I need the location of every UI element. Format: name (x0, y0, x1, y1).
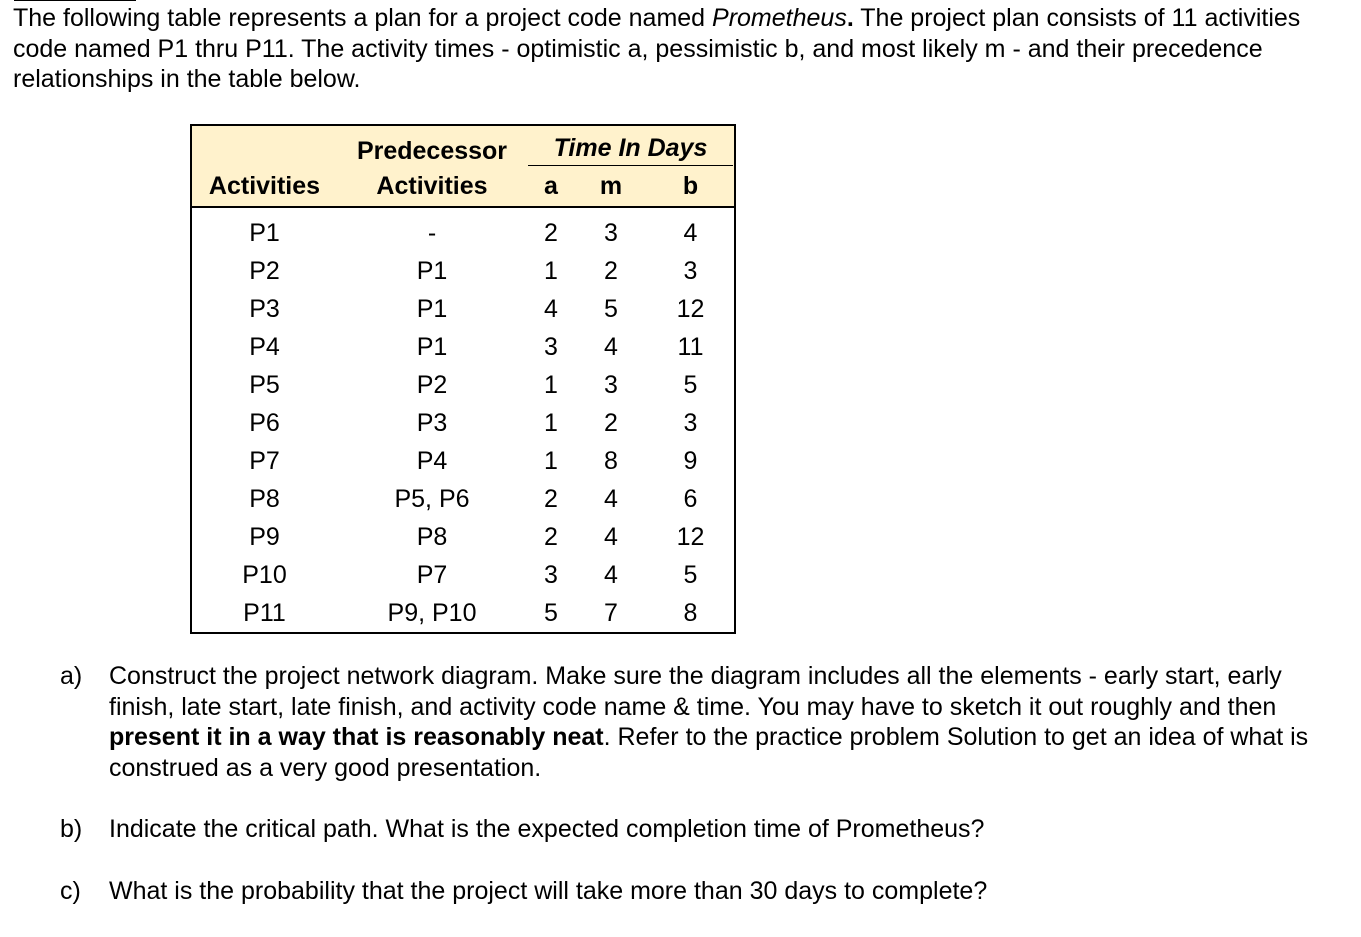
cell-a: 5 (544, 598, 558, 627)
cell-activity: P6 (249, 408, 280, 437)
cell-m: 8 (604, 446, 618, 475)
table-row (191, 207, 735, 252)
cell-activity: P9 (249, 522, 280, 551)
cell-activity: P3 (249, 294, 280, 323)
intro-paragraph (13, 3, 1333, 95)
questions (60, 661, 1340, 937)
cell-a: 1 (544, 408, 558, 437)
cell-b: 8 (683, 598, 698, 627)
table-row (191, 518, 735, 556)
header-time-in-days-label: Time In Days (528, 134, 733, 166)
cell-activity: P5 (249, 370, 280, 399)
cell-activity: P8 (249, 484, 280, 513)
cell-b: 3 (683, 408, 698, 437)
cell-a: 4 (544, 294, 558, 323)
cell-m: 2 (604, 256, 618, 285)
cell-a: 2 (544, 522, 558, 551)
header-predecessor-line2: Activities (337, 166, 527, 207)
intro-text-start: The following table represents a plan for a project code named (13, 4, 713, 32)
cell-m: 7 (604, 598, 618, 627)
question-a-label: a) (60, 662, 83, 690)
table-row (191, 252, 735, 290)
question-c-text: What is the probability that the project will take more than 30 days to complete? (109, 876, 988, 905)
header-a: a (527, 166, 575, 207)
table-row (191, 328, 735, 366)
cell-m: 4 (604, 484, 618, 513)
cell-b: 12 (676, 522, 705, 551)
table-header-row-1 (191, 125, 735, 166)
project-name: Prometheus (712, 4, 847, 32)
question-a-text-start: Construct the project network diagram. Make sure the diagram includes all the elements - early start, early finish, late start, late finish, and activity code name & time. You may have to sketch it out roughly and then (109, 662, 1282, 721)
cell-b: 3 (683, 256, 698, 285)
cell-b: 4 (683, 218, 698, 247)
cell-activity: P11 (243, 598, 286, 627)
header-predecessor-line1: Predecessor (337, 125, 527, 166)
cell-m: 2 (604, 408, 618, 437)
question-a (60, 661, 1340, 783)
cell-predecessor: - (427, 218, 437, 247)
cell-a: 3 (544, 560, 558, 589)
cell-predecessor: P5, P6 (394, 484, 470, 513)
cell-a: 1 (544, 370, 558, 399)
table-row (191, 290, 735, 328)
cell-predecessor: P3 (416, 408, 448, 437)
cell-m: 4 (604, 522, 618, 551)
cell-b: 9 (683, 446, 698, 475)
header-m: m (575, 166, 647, 207)
cell-predecessor: P2 (416, 370, 448, 399)
table-header-row-2 (191, 166, 735, 207)
cell-predecessor: P4 (416, 446, 448, 475)
cell-m: 4 (604, 560, 618, 589)
project-plan-table (190, 124, 736, 634)
table-row (191, 366, 735, 404)
cell-predecessor: P9, P10 (387, 598, 477, 627)
question-b (60, 814, 1340, 845)
table-row (191, 480, 735, 518)
cell-activity: P4 (249, 332, 280, 361)
cell-b: 11 (677, 332, 704, 361)
cell-b: 5 (683, 560, 698, 589)
cell-predecessor: P1 (416, 332, 448, 361)
cell-a: 2 (544, 484, 558, 513)
cell-predecessor: P1 (416, 294, 448, 323)
table-row (191, 442, 735, 480)
cell-m: 3 (604, 218, 618, 247)
table-row (191, 594, 735, 633)
question-a-bold: present it in a way that is reasonably neat (109, 723, 604, 751)
cell-a: 1 (544, 256, 558, 285)
question-b-label: b) (60, 815, 83, 843)
question-c-label: c) (60, 876, 81, 905)
cell-predecessor: P1 (416, 256, 448, 285)
cell-activity: P1 (249, 218, 280, 247)
header-activities: Activities (191, 166, 337, 207)
cell-activity: P2 (249, 256, 280, 285)
cell-activity: P10 (242, 560, 287, 589)
cell-b: 6 (683, 484, 698, 513)
cell-b: 12 (676, 294, 705, 323)
table-row (191, 556, 735, 594)
question-b-text: Indicate the critical path. What is the expected completion time of Prometheus? (109, 815, 985, 843)
question-c (60, 876, 1340, 907)
cell-a: 2 (544, 218, 558, 247)
cell-activity: P7 (249, 446, 280, 475)
intro-period: . (846, 4, 854, 32)
table-row (191, 404, 735, 442)
cell-a: 3 (544, 332, 558, 361)
cell-predecessor: P7 (416, 560, 448, 589)
question-a-text-end: . Refer to the practice problem Solution to get an idea of what is construed as a very good presentation. (109, 723, 1309, 782)
header-b: b (647, 166, 735, 207)
cell-a: 1 (544, 446, 558, 475)
table-body (191, 207, 735, 633)
cell-m: 5 (604, 294, 618, 323)
cell-m: 4 (604, 332, 618, 361)
question-a-text (109, 661, 1340, 783)
intro-text-rest: The project plan consists of 11 activities code named P1 thru P11. The activity times - optimistic a, pessimistic b, and most likely m - and their precedence relationships in the table below. (13, 4, 1301, 93)
header-time-in-days (527, 125, 735, 166)
top-rule (14, 0, 136, 1)
cell-predecessor: P8 (416, 522, 448, 551)
cell-b: 5 (683, 370, 698, 399)
cell-m: 3 (604, 370, 618, 399)
header-blank (191, 125, 337, 166)
